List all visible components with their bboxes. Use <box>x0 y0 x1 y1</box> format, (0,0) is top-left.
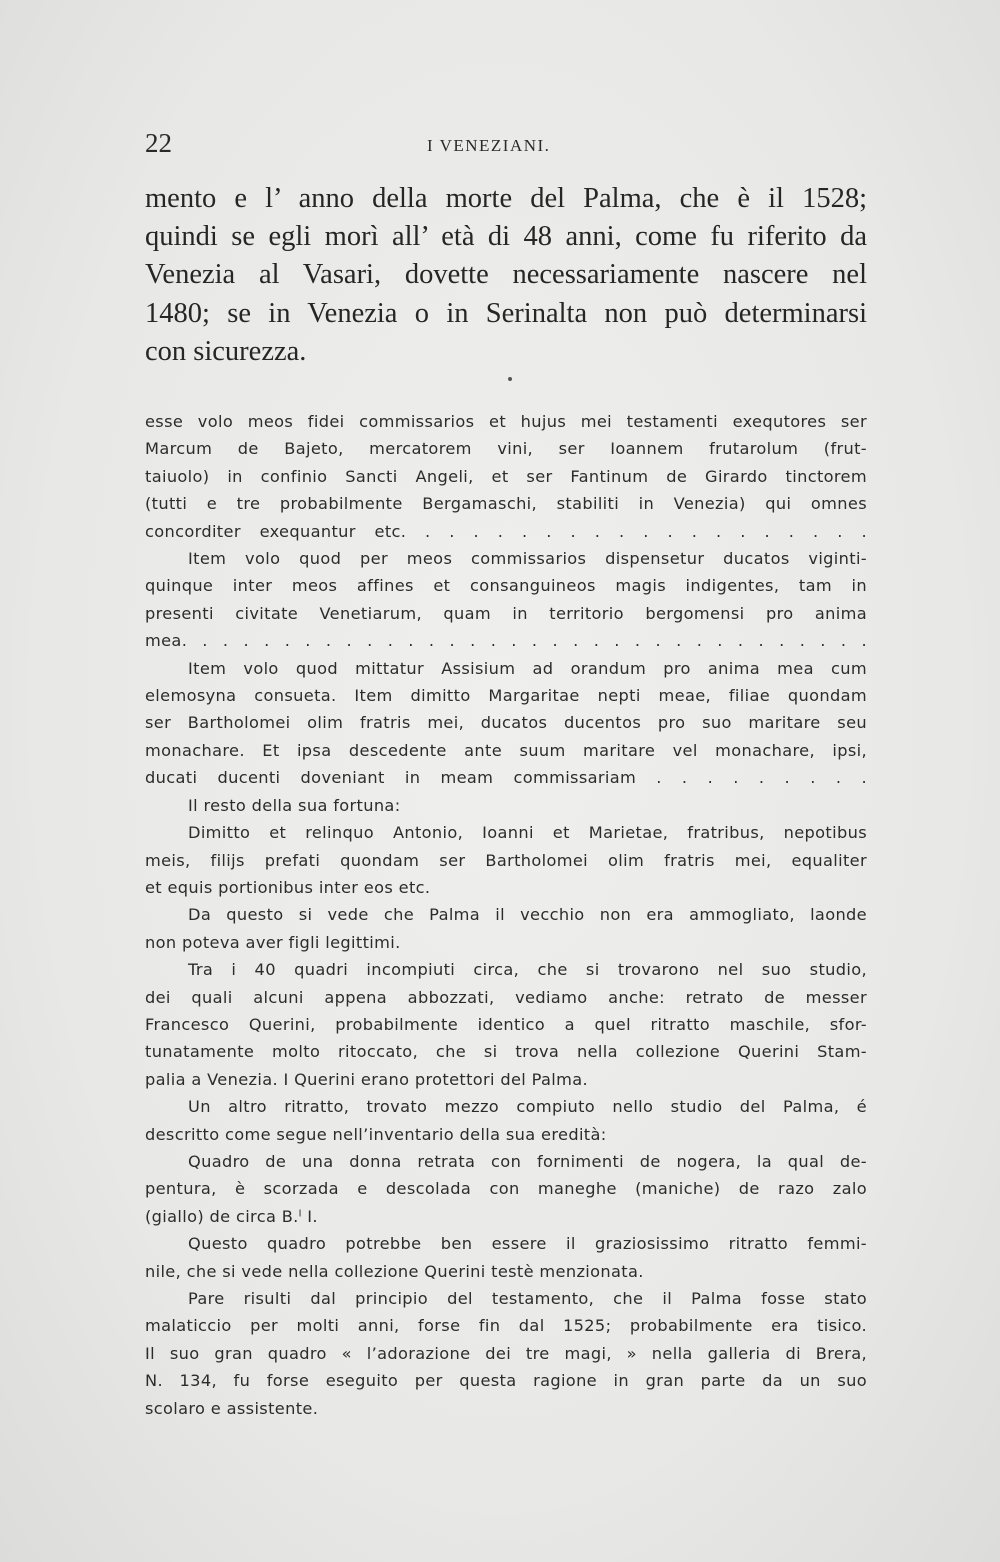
text-line: mento e l’ anno della morte del Palma, che è il 1528; <box>145 183 867 214</box>
quote-line: (giallo) de circa B.ˡ I. <box>145 1206 318 1226</box>
quote-line: meis, filijs prefati quondam ser Bartholomei olim fratris mei, equaliter <box>145 850 867 870</box>
quote-line: palia a Venezia. I Querini erano protettori del Palma. <box>145 1069 589 1089</box>
text-line: con sicurezza. <box>145 335 307 367</box>
ink-speck <box>508 377 512 381</box>
quote-line: mea. . . . . . . . . . . . . . . . . . . . . . . . . . . . . . . . . . <box>145 631 867 651</box>
quote-line: Il suo gran quadro « l’adorazione dei tre magi, » nella galleria di Brera, <box>145 1343 867 1363</box>
quote-line: esse volo meos fidei commissarios et hujus mei testamenti exequtores ser <box>145 412 867 431</box>
text-line: quindi se egli morì all’ età di 48 anni, come fu riferito da <box>145 221 867 253</box>
page-header <box>145 128 865 164</box>
quote-line: quinque inter meos affines et consanguineos magis indigentes, tam in <box>145 576 867 596</box>
running-head: I VENEZIANI. <box>427 136 551 155</box>
quote-line: elemosyna consueta. Item dimitto Margaritae nepti meae, filiae quondam <box>145 686 867 706</box>
quote-line: presenti civitate Venetiarum, quam in territorio bergomensi pro anima <box>145 603 867 623</box>
quote-line: ser Bartholomei olim fratris mei, ducatos ducentos pro suo maritare seu <box>145 713 867 733</box>
quote-line: non poteva aver figli legittimi. <box>145 932 401 952</box>
quote-line: concorditer exequantur etc. . . . . . . . . . . . . . . . . . . . <box>145 521 867 541</box>
quote-line: Pare risulti dal principio del testamento, che il Palma fosse stato <box>188 1289 867 1308</box>
quote-line: tunatamente molto ritoccato, che si trova nella collezione Querini Stam- <box>145 1042 867 1062</box>
quote-line: scolaro e assistente. <box>145 1398 319 1418</box>
quote-line: Dimitto et relinquo Antonio, Ioanni et Marietae, fratribus, nepotibus <box>188 823 867 843</box>
text-line: 1480; se in Venezia o in Serinalta non può determinarsi <box>145 297 867 329</box>
quote-line: malaticcio per molti anni, forse fin dal 1525; probabilmente era tisico. <box>145 1316 867 1336</box>
quote-line: Marcum de Bajeto, mercatorem vini, ser Ioannem frutarolum (frut- <box>145 439 867 459</box>
quote-line: Un altro ritratto, trovato mezzo compiuto nello studio del Palma, é <box>188 1097 867 1117</box>
quote-line: (tutti e tre probabilmente Bergamaschi, stabiliti in Venezia) qui omnes <box>145 494 867 514</box>
quote-line: ducati ducenti doveniant in meam commissariam . . . . . . . . . <box>145 768 867 788</box>
quote-line: Questo quadro potrebbe ben essere il graziosissimo ritratto femmi- <box>188 1234 867 1254</box>
quote-line: Item volo quod mittatur Assisium ad orandum pro anima mea cum <box>188 658 867 678</box>
quote-line: Francesco Querini, probabilmente identico a quel ritratto maschile, sfor- <box>145 1014 867 1034</box>
quote-line: Da questo si vede che Palma il vecchio non era ammogliato, laonde <box>188 905 867 925</box>
page-number: 22 <box>145 128 172 158</box>
quote-line: N. 134, fu forse eseguito per questa ragione in gran parte da un suo <box>145 1371 867 1391</box>
main-paragraph <box>145 180 867 371</box>
quote-line: et equis portionibus inter eos etc. <box>145 877 431 897</box>
quote-line: pentura, è scorzada e descolada con maneghe (maniche) de razo zalo <box>145 1179 867 1199</box>
quote-line: Il resto della sua fortuna: <box>188 795 401 815</box>
quote-line: monachare. Et ipsa descedente ante suum maritare vel monachare, ipsi, <box>145 740 867 760</box>
quote-line: Quadro de una donna retrata con fornimenti de nogera, la qual de- <box>188 1151 867 1171</box>
quote-line: dei quali alcuni appena abbozzati, vediamo anche: retrato de messer <box>145 987 867 1007</box>
quote-line: nile, che si vede nella collezione Querini testè menzionata. <box>145 1261 644 1281</box>
quote-line: Item volo quod per meos commissarios dispensetur ducatos viginti- <box>188 549 867 569</box>
text-line: Venezia al Vasari, dovette necessariamente nascere nel <box>145 259 867 291</box>
quote-line: taiuolo) in confinio Sancti Angeli, et ser Fantinum de Girardo tinctorem <box>145 466 867 486</box>
quoted-testament-block <box>145 408 867 1422</box>
quote-line: descritto come segue nell’inventario della sua eredità: <box>145 1124 607 1144</box>
quote-line: Tra i 40 quadri incompiuti circa, che si trovarono nel suo studio, <box>188 960 867 980</box>
